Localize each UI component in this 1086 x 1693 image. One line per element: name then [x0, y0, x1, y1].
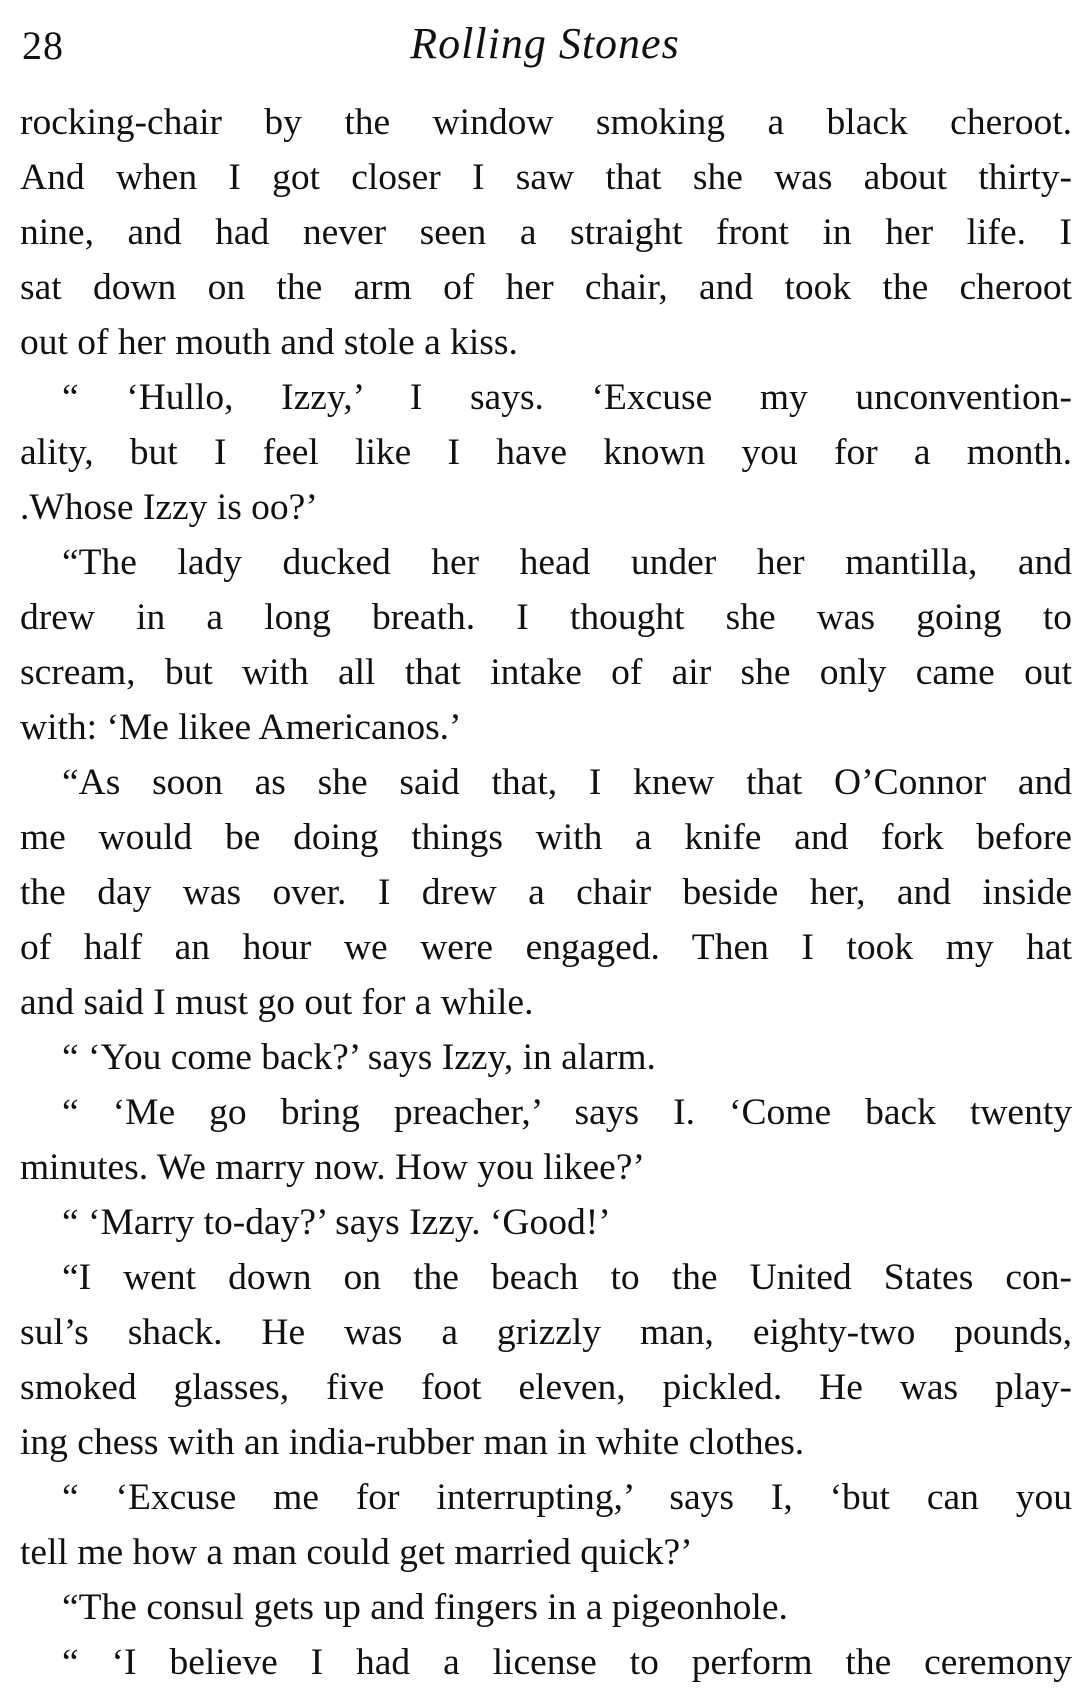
text-line: “The lady ducked her head under her mantilla, and: [62, 542, 1072, 583]
page-header: [22, 18, 1068, 74]
text-line: me would be doing things with a knife and fork before: [20, 817, 1072, 858]
text-line: sul’s shack. He was a grizzly man, eighty-two pounds,: [20, 1312, 1072, 1353]
text-line: “ ‘Excuse me for interrupting,’ says I, ‘but can you: [62, 1477, 1072, 1518]
text-line: smoked glasses, five foot eleven, pickled. He was play-: [20, 1367, 1072, 1408]
text-line: of half an hour we were engaged. Then I took my hat: [20, 927, 1072, 968]
running-title: Rolling Stones: [410, 19, 680, 68]
text-line: “ ‘Hullo, Izzy,’ I says. ‘Excuse my unconvention-: [62, 377, 1072, 418]
body-text: [20, 95, 1072, 1690]
text-line: And when I got closer I saw that she was about thirty-: [20, 157, 1072, 198]
text-line: and said I must go out for a while.: [20, 982, 534, 1023]
text-line: .Whose Izzy is oo?’: [20, 487, 318, 528]
text-line: the day was over. I drew a chair beside her, and inside: [20, 872, 1072, 913]
text-line: scream, but with all that intake of air she only came out: [20, 652, 1072, 693]
text-line: minutes. We marry now. How you likee?’: [20, 1147, 645, 1188]
text-line: nine, and had never seen a straight front in her life. I: [20, 212, 1072, 253]
text-line: “ ‘You come back?’ says Izzy, in alarm.: [62, 1037, 656, 1078]
text-line: “The consul gets up and fingers in a pigeonhole.: [62, 1587, 788, 1628]
text-line: “I went down on the beach to the United States con-: [62, 1257, 1072, 1298]
text-line: rocking-chair by the window smoking a black cheroot.: [20, 102, 1072, 143]
text-line: tell me how a man could get married quick?’: [20, 1532, 693, 1573]
text-line: “ ‘Marry to-day?’ says Izzy. ‘Good!’: [62, 1202, 611, 1243]
text-line: with: ‘Me likee Americanos.’: [20, 707, 462, 748]
text-line: ing chess with an india-rubber man in white clothes.: [20, 1422, 805, 1463]
text-line: sat down on the arm of her chair, and took the cheroot: [20, 267, 1072, 308]
text-line: “As soon as she said that, I knew that O’Connor and: [62, 762, 1072, 803]
text-line: “ ‘Me go bring preacher,’ says I. ‘Come back twenty: [62, 1092, 1072, 1133]
text-line: out of her mouth and stole a kiss.: [20, 322, 518, 363]
page-number: 28: [22, 23, 64, 68]
text-line: “ ‘I believe I had a license to perform the ceremony: [62, 1642, 1072, 1683]
text-line: ality, but I feel like I have known you for a month.: [20, 432, 1072, 473]
text-line: drew in a long breath. I thought she was going to: [20, 597, 1072, 638]
